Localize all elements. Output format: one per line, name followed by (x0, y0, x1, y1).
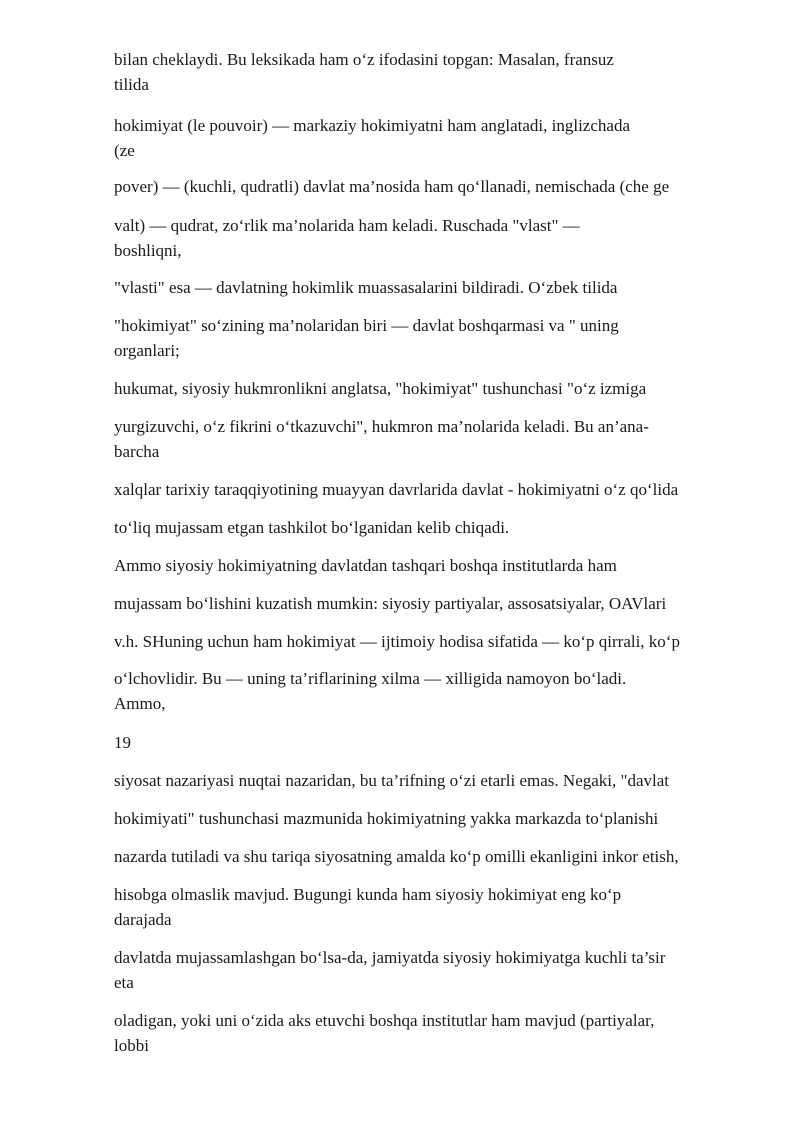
text-line: eta (114, 973, 134, 992)
text-line: Ammo siyosiy hokimiyatning davlatdan tashqari boshqa institutlarda ham (114, 556, 617, 575)
text-line: o‘lchovlidir. Bu — uning ta’riflarining xilma — xilligida namoyon bo‘ladi. (114, 669, 627, 688)
text-line: "hokimiyat" so‘zining ma’nolaridan biri — davlat boshqarmasi va " uning (114, 316, 619, 335)
text-line: "vlasti" esa — davlatning hokimlik muassasalarini bildiradi. O‘zbek tilida (114, 278, 618, 297)
text-line: v.h. SHuning uchun ham hokimiyat — ijtimoiy hodisa sifatida — ko‘p qirrali, ko‘p (114, 632, 680, 651)
text-line: hisobga olmaslik mavjud. Bugungi kunda ham siyosiy hokimiyat eng ko‘p (114, 885, 622, 904)
text-line: organlari; (114, 341, 180, 360)
text-line: siyosat nazariyasi nuqtai nazaridan, bu ta’rifning o‘zi etarli emas. Negaki, "davlat (114, 771, 669, 790)
text-line: tilida (114, 75, 149, 94)
text-line: bilan cheklaydi. Bu leksikada ham o‘z ifodasini topgan: Masalan, fransuz (114, 50, 614, 69)
text-line: valt) — qudrat, zo‘rlik ma’nolarida ham keladi. Ruschada "vlast" — (114, 216, 580, 235)
text-line: hokimiyat (le pouvoir) — markaziy hokimiyatni ham anglatadi, inglizchada (114, 116, 630, 135)
text-line: lobbi (114, 1036, 149, 1055)
text-line: boshliqni, (114, 241, 182, 260)
text-line: pover) — (kuchli, qudratli) davlat ma’nosida ham qo‘llanadi, nemischada (che ge (114, 177, 670, 196)
text-line: davlatda mujassamlashgan bo‘lsa-da, jamiyatda siyosiy hokimiyatga kuchli ta’sir (114, 948, 666, 967)
text-line: hukumat, siyosiy hukmronlikni anglatsa, "hokimiyat" tushunchasi "o‘z izmiga (114, 379, 647, 398)
text-line: Ammo, (114, 694, 166, 713)
text-line: nazarda tutiladi va shu tariqa siyosatning amalda ko‘p omilli ekanligini inkor etish, (114, 847, 679, 866)
text-line: yurgizuvchi, o‘z fikrini o‘tkazuvchi", hukmron ma’nolarida keladi. Bu an’ana- (114, 417, 649, 436)
text-line: oladigan, yoki uni o‘zida aks etuvchi boshqa institutlar ham mavjud (partiyalar, (114, 1011, 655, 1030)
text-line: xalqlar tarixiy taraqqiyotining muayyan davrlarida davlat - hokimiyatni o‘z qo‘lida (114, 480, 679, 499)
text-line: hokimiyati" tushunchasi mazmunida hokimiyatning yakka markazda to‘planishi (114, 809, 659, 828)
text-line: to‘liq mujassam etgan tashkilot bo‘lganidan kelib chiqadi. (114, 518, 510, 537)
text-line: barcha (114, 442, 160, 461)
text-line: (ze (114, 141, 135, 160)
text-line: mujassam bo‘lishini kuzatish mumkin: siyosiy partiyalar, assosatsiyalar, OAVlari (114, 594, 667, 613)
text-line: darajada (114, 910, 172, 929)
page-number: 19 (114, 733, 131, 752)
